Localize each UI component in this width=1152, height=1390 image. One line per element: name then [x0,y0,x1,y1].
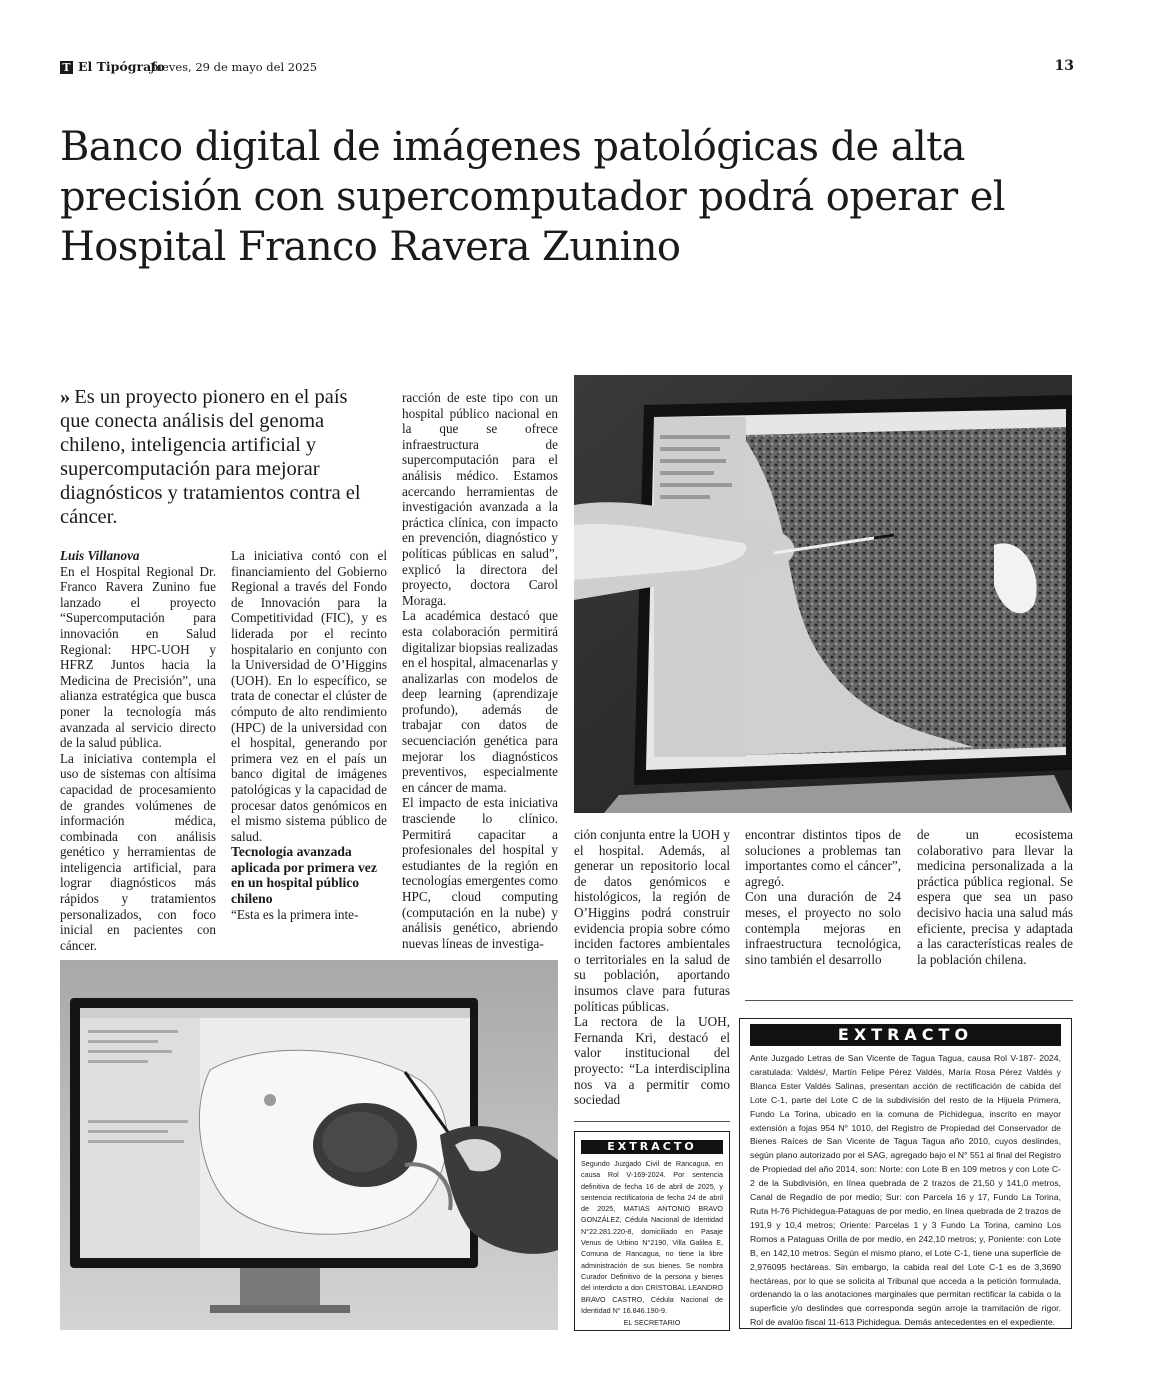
publication-name: El Tipógrafo [78,59,165,74]
col3-paragraph-3: El impacto de esta iniciativa trasciende lo clínico. Permitirá capacitar a profesionales del hospital y estudiantes de la región en tecnologías emergentes como HPC, cloud computing (computación en la nube) y análisis genético, abriendo nuevas líneas de investiga- [402,795,558,951]
lead-marker: » [60,386,71,408]
legal-notice-small [574,1131,730,1331]
issue-date: Jueves, 29 de mayo del 2025 [150,60,318,74]
section-subheading: Tecnología avanzada aplicada por primera vez en un hospital público chileno [231,844,377,907]
col3-paragraph-1: racción de este tipo con un hospital público nacional en la que se ofrece infraestructura de supercomputación para el análisis médico. Estamos acercando herramientas de investigación avanzada a la práctica clínica, con impacto en prevención, diagnóstico y políticas públicas en salud”, explicó la directora del proyecto, doctora Carol Moraga. [402,390,558,608]
byline: Luis Villanova [60,548,140,563]
col5-paragraph-2: Con una duración de 24 meses, el proyecto no solo contempla mejoras en infraestructura tecnológica, sino también el desarrollo [745,889,901,967]
lead-text: Es un proyecto pionero en el país que conecta análisis del genoma chileno, inteligencia artificial y supercomputación para mejorar diagnósticos y tratamientos contra el cáncer. [60,386,361,528]
notice-separator-small [574,1121,730,1122]
col5-paragraph-1: encontrar distintos tipos de soluciones a problemas tan importantes como el cáncer”, agregó. [745,827,901,889]
col2-paragraph-2: “Esta es la primera inte- [231,906,359,922]
page-number: 13 [1054,58,1074,74]
legal-notice-small-signature: EL SECRETARIO [623,1318,681,1328]
headline: Banco digital de imágenes patológicas de alta precisión con supercomputador podrá operar el Hospital Franco Ravera Zunino [60,124,1005,270]
article-column-4 [574,827,730,1108]
lead-paragraph [60,385,378,529]
article-column-2 [231,548,387,922]
photo-monitor-tissue-scan-drawing [574,375,1072,813]
legal-notice-small-title: EXTRACTO [581,1140,723,1154]
legal-notice-small-text: Segundo Juzgado Civil de Rancagua, en causa Rol V-169-2024. Por sentencia definitiva de fecha 16 de abril de 2025, y sentencia rectificatoria de fecha 24 de abril de 2025, MATIAS ANTONIO BRAVO GONZÁLEZ, Cédula Nacional de Identidad N°22.281.220-8, domiciliado en Pasaje Venus de Urbino N°2190, Villa Galilea E, Comuna de Rancagua, no tiene la libre administración de sus bienes. Se nombra Curador Definitivo de la persona y bienes del interdicto a don CRISTOBAL LEANDRO BRAVO CASTRO, Cédula Nacional de Identidad N° 16.846.190-9. [581,1159,723,1315]
legal-notice-large-text: Ante Juzgado Letras de San Vicente de Tagua Tagua, causa Rol V-187- 2024, caratulada: Valdés/, Martín Felipe Pérez Valdés, María Rosa Pérez Valdés y Blanca Ester Valdés Salinas, presentan acción de rectificación de cabida del Lote C-1, parte del Lote C de la subdivisión del resto de la Hijuela Primera, Fundo La Torina, ubicado en la comuna de Pichidegua, inscrito en mayor extensión a fojas 954 N° 1010, del Registro de Propiedad del Conservador de Bienes Raíces de San Vicente de Tagua Tagua año 2010, cuyos deslindes, según plano autorizado por el SAG, agregado bajo el N° 551 al final del Registro de Propiedad del año 2014, son: Norte: con Lote B en 109 metros y con Lote C-2 de la Subdivisión, en línea quebrada de 2 trazos de 21,50 y 141,0 metros, Canal de Regadío de por medio; Sur: con Parcela 16 y 17, Fundo La Torina, Ruta H-76 Pichidegua-Pataguas de por medio, en línea quebrada de 2 trazos de 191,9 y 10,4 metros; Oriente: Parcelas 1 y 3 Fundo La Torina, camino Los Romos a Pataguas Orilla de por medio, en 242,10 metros; y, Poniente: con Lote B, en 142,10 metros. Según el mismo plano, el Lote C-1, tiene una superficie de 2,976095 hectáreas. Sin embargo, la cabida real del Lote C-1 es de 3,3690 hectáreas, por lo que se solicita al Tribunal que acceda a la petición formulada, ordenando la o las anotaciones marginales que permitan rectificar la cabida o la superficie y/o deslindes que corresponda según arroje la tramitación de rigor. Rol de avalúo fiscal 11-613 Pichidegua. Demás antecedentes en el expediente. [750,1053,1061,1328]
col6-paragraph-1: de un ecosistema colaborativo para llevar la medicina personalizada a la práctica pública regional. Se espera que sea un paso decisivo hacia una salud más eficiente, precisa y adaptada a las características reales de la población chilena. [917,827,1073,967]
photo-monitor-biopsy [60,960,558,1330]
col2-paragraph-1: La iniciativa contó con el financiamiento del Gobierno Regional a través del Fondo de Innovación para la Competitividad (FIC), y es liderada por el recinto hospitalario en conjunto con la Universidad de O’Higgins (UOH). En lo específico, se trata de conectar el clúster de cómputo de alto rendimiento (HPC) de la universidad con el hospital, generando por primera vez en el país un banco digital de imágenes patológicas y la capacidad de procesar datos genómicos en el mismo sistema público de salud. [231,548,387,844]
col3-paragraph-2: La académica destacó que esta colaboración permitirá digitalizar biopsias realizadas en el hospital, almacenarlas y analizarlas con modelos de deep learning (aprendizaje profundo), además de trabajar con datos de secuenciación genética para mejorar los diagnósticos preventivos, especialmente en cáncer de mama. [402,608,558,795]
publication-logo: T [60,61,73,74]
col4-paragraph-2: La rectora de la UOH, Fernanda Kri, destacó el valor institucional del proyecto: “La interdisciplina nos va a permitir como sociedad [574,1014,730,1108]
article-column-6 [917,827,1073,967]
legal-notice-large [739,1018,1072,1329]
photo-monitor-tissue-scan [574,375,1072,813]
article-column-5 [745,827,901,967]
col4-paragraph-1: ción conjunta entre la UOH y el hospital. Además, al generar un repositorio local de datos genómicos e histológicos, la región de O’Higgins podrá construir evidencia propia sobre cómo inciden factores ambientales o territoriales en la salud de su población, aportando insumos clave para futuras políticas públicas. [574,827,730,1014]
col1-paragraph-2: La iniciativa contempla el uso de sistemas con altísima capacidad de procesamiento de grandes volúmenes de información médica, combinada con análisis genético y herramientas de inteligencia artificial, para lograr diagnósticos más rápidos y tratamientos personalizados, con foco inicial en pacientes con cáncer. [60,750,216,953]
article-column-3 [402,390,558,951]
article-column-1 [60,548,216,953]
legal-notice-large-title: EXTRACTO [750,1024,1061,1046]
photo-monitor-biopsy-drawing [60,960,558,1330]
col1-paragraph-1: En el Hospital Regional Dr. Franco Ravera Zunino fue lanzado el proyecto “Supercomputación para innovación en Salud Regional: HPC-UOH y HFRZ Juntos hacia la Medicina de Precisión”, una alianza estratégica que busca poner la tecnología más avanzada al servicio directo de la salud pública. [60,563,216,751]
notice-separator-large [745,1000,1073,1001]
